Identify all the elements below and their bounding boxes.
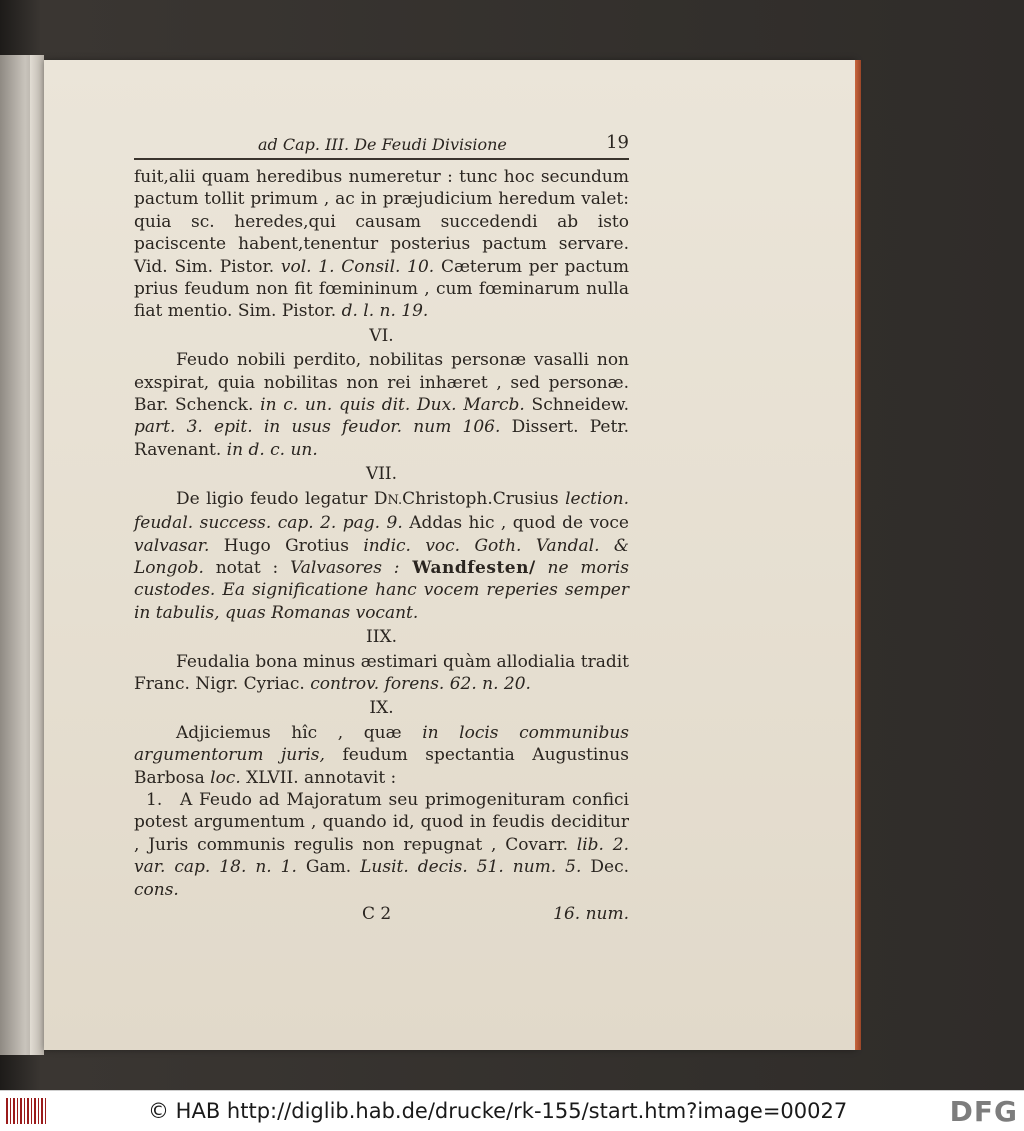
item-number: 1.	[146, 789, 163, 810]
citation: lection. feudal. success. cap. 2. pag. 9.	[134, 488, 629, 534]
text-run: fuit,alii quam heredibus numeretur : tunc hoc secundum pactum tollit primum , ac in præjudicium heredum valet: quia sc. heredes,qui causam succedendi ab isto paciscente habent,tenentur posterius pactum servare. Vid. Sim. Pistor.	[134, 167, 629, 277]
page-text	[134, 130, 629, 927]
text-run: Christoph.Crusius	[402, 488, 559, 509]
text-run: A Feudo ad Majoratum seu primogenituram confici potest argumentum , quando id, quod in feudis deciditur , Juris communis regulis non repugnat , Covarr.	[134, 789, 629, 855]
page-red-edge	[855, 60, 861, 1050]
citation: indic. voc. Goth. Vandal. & Longob.	[134, 535, 629, 578]
citation: ne moris custodes. Ea significatione hanc vocem reperies semper in tabulis, quas Romanas vocant.	[134, 557, 629, 623]
section-number-8: IIX.	[366, 627, 397, 648]
paragraph-7	[134, 488, 629, 624]
list-item-1	[134, 789, 629, 901]
section-number-6: VI.	[369, 325, 394, 346]
paragraph-8	[134, 651, 629, 696]
dfg-logo: DFG	[949, 1095, 1018, 1128]
fraktur-word: Wandfesten/	[399, 557, 536, 578]
text-run: Hugo Grotius	[209, 535, 349, 556]
citation: in d. c. un.	[221, 439, 318, 460]
citation: part. 3. epit. in usus feudor. num 106.	[134, 417, 501, 438]
text-run: Feudalia bona minus æstimari quàm allodialia tradit Franc. Nigr. Cyriac.	[134, 651, 629, 694]
paragraph-6	[134, 349, 629, 461]
citation: cons.	[134, 879, 179, 900]
text-run: Feudo nobili perdito, nobilitas personæ vasalli non exspirat, quia nobilitas non rei inhæret , sed personæ. Bar. Schenck.	[134, 350, 629, 416]
page-header	[134, 130, 629, 160]
page-number: 19	[606, 132, 629, 153]
page-foot	[134, 903, 629, 927]
paragraph-1	[134, 166, 629, 323]
citation: in locis communibus argumentorum juris,	[134, 722, 630, 766]
citation: Lusit. decis. 51. num. 5.	[351, 857, 582, 878]
citation: in c. un. quis dit. Dux. Marcb.	[253, 395, 525, 416]
text-run: feudum spectantia Augustinus Barbosa	[134, 745, 629, 788]
text-run: notat :	[203, 557, 279, 578]
section-number-7: VII.	[365, 464, 398, 485]
text-run: Schneidew.	[524, 395, 629, 416]
text-run: XLVII. annotavit :	[240, 767, 397, 788]
viewer-footer	[0, 1090, 1024, 1131]
text-run: Cæterum per pactum prius feudum non fit fœmininum , cum fœminarum nulla fiat mentio. Sim. Pistor.	[134, 256, 629, 322]
catchword: 16. num.	[553, 904, 629, 924]
citation: Valvasores :	[278, 557, 400, 578]
text-run: Adjiciemus hîc , quæ	[176, 722, 402, 743]
text-run: Gam.	[296, 857, 352, 878]
small-caps-run: N.	[387, 492, 403, 508]
signature-mark: C 2	[362, 904, 392, 924]
citation: vol. 1. Consil. 10.	[274, 256, 435, 277]
citation: lib. 2. var. cap. 18. n. 1.	[134, 834, 630, 878]
citation: d. l. n. 19.	[336, 301, 429, 322]
text-run: Dissert. Petr. Ravenant.	[134, 417, 629, 460]
copyright-credit: © HAB http://diglib.hab.de/drucke/rk-155/start.htm?image=00027	[148, 1099, 848, 1123]
text-run: Addas hic , quod de voce	[402, 513, 629, 534]
paragraph-9	[134, 722, 629, 789]
text-run: De ligio feudo legatur D	[176, 488, 388, 509]
citation: valvasar.	[134, 535, 210, 556]
previous-leaf-edge	[30, 55, 44, 1055]
citation: loc.	[204, 767, 241, 788]
hab-barcode-logo-icon	[6, 1098, 46, 1124]
citation: controv. forens. 62. n. 20.	[304, 673, 531, 694]
section-number-9: IX.	[369, 698, 394, 719]
text-run: Dec.	[581, 857, 629, 878]
running-head: ad Cap. III. De Feudi Divisione	[258, 135, 507, 154]
